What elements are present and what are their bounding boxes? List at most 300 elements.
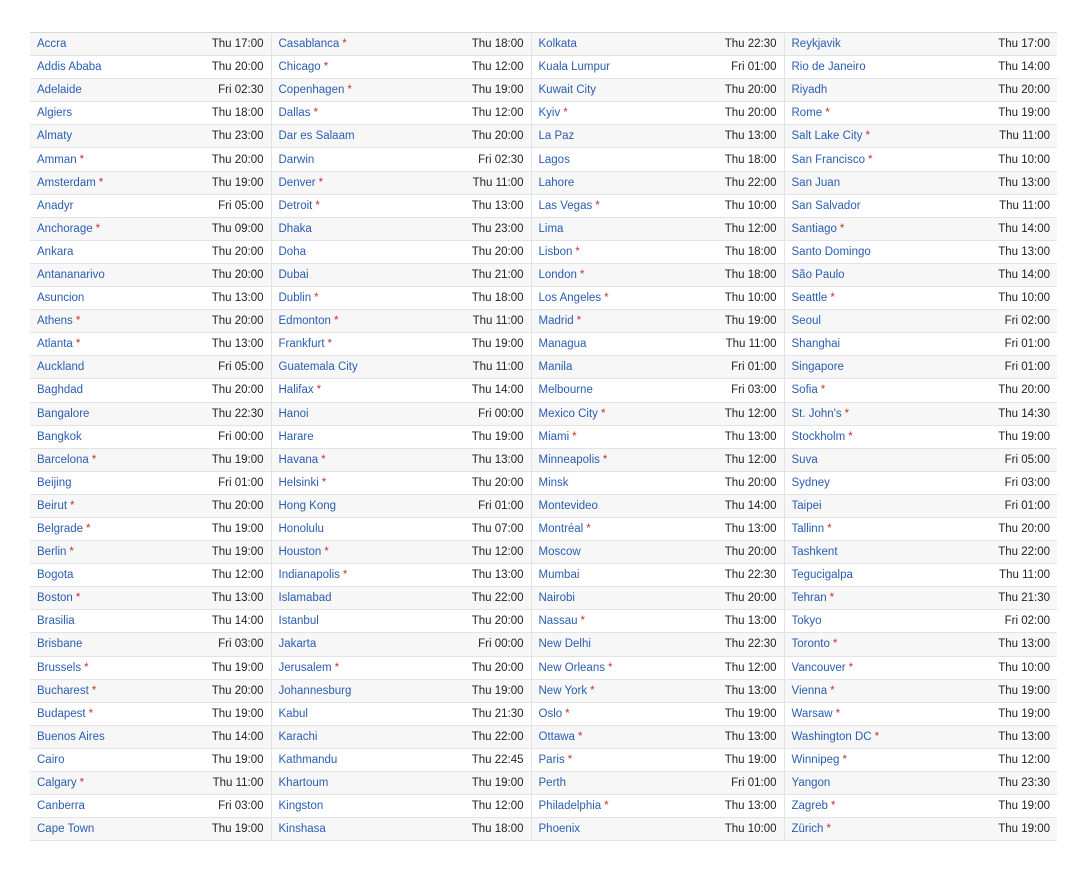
local-time: Fri 03:00	[218, 638, 264, 651]
local-time: Fri 01:00	[731, 361, 777, 374]
time-cell	[449, 748, 531, 771]
city-link[interactable]: Philadelphia	[538, 800, 602, 813]
city-link[interactable]: Rio de Janeiro	[791, 61, 866, 74]
dst-indicator: *	[316, 384, 322, 397]
city-link[interactable]: Managua	[538, 338, 587, 351]
city-link[interactable]: Dublin	[278, 292, 312, 305]
city-cell	[784, 148, 964, 171]
city-link[interactable]: Ankara	[37, 245, 74, 258]
city-link[interactable]: Santiago	[791, 222, 837, 235]
time-cell	[195, 679, 271, 702]
local-time: Fri 01:00	[478, 499, 524, 512]
city-cell	[30, 79, 195, 102]
city-link[interactable]: Tegucigalpa	[791, 569, 853, 582]
local-time: Thu 23:00	[471, 222, 524, 235]
time-cell	[706, 402, 784, 425]
local-time: Fri 03:00	[1004, 476, 1050, 489]
local-time: Fri 03:00	[218, 800, 264, 813]
city-link[interactable]: Hanoi	[278, 407, 309, 420]
city-link[interactable]: Kuwait City	[538, 84, 597, 97]
city-cell	[531, 310, 706, 333]
time-cell	[195, 356, 271, 379]
city-link[interactable]: Hong Kong	[278, 499, 337, 512]
city-link[interactable]: Suva	[791, 453, 818, 466]
local-time: Thu 13:00	[471, 569, 524, 582]
dst-indicator: *	[86, 523, 91, 536]
city-link[interactable]: Moscow	[538, 546, 581, 559]
city-link[interactable]: Honolulu	[278, 523, 324, 536]
city-cell	[30, 333, 195, 356]
city-link[interactable]: Khartoum	[278, 777, 329, 790]
time-cell	[449, 217, 531, 240]
city-link[interactable]: Jakarta	[278, 638, 317, 651]
local-time: Fri 05:00	[218, 361, 264, 374]
time-cell	[449, 564, 531, 587]
city-link[interactable]: Brasilia	[37, 615, 75, 628]
city-link[interactable]: Johannesburg	[278, 684, 352, 697]
city-link[interactable]: Indianapolis	[278, 569, 340, 582]
city-link[interactable]: Lagos	[538, 153, 570, 166]
local-time: Thu 22:45	[471, 753, 524, 766]
city-link[interactable]: Brussels	[37, 661, 82, 674]
time-cell	[449, 587, 531, 610]
local-time: Thu 19:00	[724, 753, 777, 766]
city-link[interactable]: Edmonton	[278, 315, 331, 328]
city-link[interactable]: Kolkata	[538, 38, 577, 51]
city-link[interactable]: Seattle	[791, 292, 828, 305]
local-time: Thu 13:00	[724, 615, 777, 628]
time-cell	[964, 240, 1057, 263]
dst-indicator: *	[865, 130, 870, 143]
city-link[interactable]: Salt Lake City	[791, 130, 863, 143]
time-cell	[449, 263, 531, 286]
city-link[interactable]: Montréal	[538, 523, 584, 536]
city-link[interactable]: Athens	[37, 315, 73, 328]
city-link[interactable]: Amman	[37, 153, 77, 166]
time-cell	[449, 379, 531, 402]
local-time: Thu 12:00	[724, 453, 777, 466]
city-link[interactable]: Accra	[37, 38, 67, 51]
city-link[interactable]: Kyiv	[538, 107, 561, 120]
time-cell	[706, 772, 784, 795]
city-link[interactable]: Jerusalem	[278, 661, 332, 674]
city-link[interactable]: Baghdad	[37, 384, 84, 397]
city-link[interactable]: Almaty	[37, 130, 73, 143]
time-cell	[195, 379, 271, 402]
city-link[interactable]: Canberra	[37, 800, 85, 813]
local-time: Thu 19:00	[211, 707, 264, 720]
city-link[interactable]: New York	[538, 684, 588, 697]
time-cell	[706, 379, 784, 402]
local-time: Thu 13:00	[724, 730, 777, 743]
time-cell	[195, 725, 271, 748]
local-time: Thu 19:00	[998, 800, 1050, 813]
city-cell	[271, 310, 449, 333]
local-time: Thu 13:00	[211, 338, 264, 351]
dst-indicator: *	[604, 800, 609, 813]
city-cell	[271, 541, 449, 564]
time-cell	[195, 656, 271, 679]
city-link[interactable]: Yangon	[791, 777, 831, 790]
time-cell	[449, 148, 531, 171]
local-time: Thu 22:00	[471, 730, 524, 743]
time-cell	[449, 79, 531, 102]
local-time: Thu 13:00	[211, 592, 264, 605]
city-link[interactable]: Amsterdam	[37, 176, 96, 189]
city-link[interactable]: Santo Domingo	[791, 245, 871, 258]
city-cell	[271, 102, 449, 125]
local-time: Thu 13:00	[724, 130, 777, 143]
city-link[interactable]: Beirut	[37, 499, 68, 512]
city-link[interactable]: Lahore	[538, 176, 575, 189]
local-time: Thu 10:00	[998, 292, 1050, 305]
city-link[interactable]: Tashkent	[791, 546, 838, 559]
city-link[interactable]: Kuala Lumpur	[538, 61, 611, 74]
city-cell	[30, 402, 195, 425]
city-link[interactable]: Frankfurt	[278, 338, 325, 351]
dst-indicator: *	[835, 707, 841, 720]
city-cell	[531, 587, 706, 610]
city-link[interactable]: Zagreb	[791, 800, 828, 813]
city-link[interactable]: Bangalore	[37, 407, 90, 420]
city-cell	[271, 148, 449, 171]
city-link[interactable]: Warsaw	[791, 707, 833, 720]
time-cell	[195, 148, 271, 171]
time-cell	[449, 494, 531, 517]
city-cell	[30, 194, 195, 217]
city-link[interactable]: Vancouver	[791, 661, 846, 674]
city-link[interactable]: Ottawa	[538, 730, 575, 743]
city-link[interactable]: Anadyr	[37, 199, 74, 212]
local-time: Thu 22:30	[724, 638, 777, 651]
city-cell	[271, 679, 449, 702]
time-cell	[449, 702, 531, 725]
city-link[interactable]: Taipei	[791, 499, 822, 512]
city-link[interactable]: Dhaka	[278, 222, 312, 235]
city-link[interactable]: Dallas	[278, 107, 311, 120]
local-time: Thu 11:00	[999, 569, 1050, 582]
table-row	[30, 633, 1057, 656]
local-time: Thu 19:00	[211, 176, 264, 189]
city-link[interactable]: Helsinki	[278, 476, 319, 489]
city-link[interactable]: Riyadh	[791, 84, 828, 97]
time-cell	[449, 633, 531, 656]
city-link[interactable]: Dubai	[278, 268, 309, 281]
city-link[interactable]: Havana	[278, 453, 319, 466]
city-link[interactable]: Shanghai	[791, 338, 841, 351]
time-cell	[706, 494, 784, 517]
city-link[interactable]: Houston	[278, 546, 322, 559]
local-time: Thu 11:00	[725, 338, 777, 351]
time-cell	[964, 310, 1057, 333]
city-link[interactable]: Lima	[538, 222, 564, 235]
city-cell	[531, 217, 706, 240]
local-time: Thu 18:00	[724, 245, 777, 258]
city-link[interactable]: St. John's	[791, 407, 842, 420]
city-link[interactable]: Stockholm	[791, 430, 846, 443]
city-link[interactable]: Bangkok	[37, 430, 82, 443]
time-cell	[706, 748, 784, 771]
city-cell	[531, 610, 706, 633]
local-time: Thu 20:00	[211, 268, 264, 281]
city-link[interactable]: Calgary	[37, 777, 77, 790]
city-link[interactable]: Casablanca	[278, 38, 340, 51]
time-cell	[964, 287, 1057, 310]
time-cell	[195, 263, 271, 286]
city-cell	[531, 402, 706, 425]
city-link[interactable]: Beijing	[37, 476, 72, 489]
city-link[interactable]: Seoul	[791, 315, 821, 328]
city-link[interactable]: Doha	[278, 245, 306, 258]
city-link[interactable]: Kinshasa	[278, 823, 326, 836]
local-time: Thu 19:00	[724, 707, 777, 720]
city-cell	[784, 471, 964, 494]
city-link[interactable]: San Salvador	[791, 199, 861, 212]
city-cell	[30, 541, 195, 564]
local-time: Thu 14:00	[211, 730, 264, 743]
city-link[interactable]: Guatemala City	[278, 361, 358, 374]
time-cell	[195, 171, 271, 194]
city-link[interactable]: Vienna	[791, 684, 828, 697]
city-cell	[30, 33, 195, 56]
city-link[interactable]: Cape Town	[37, 823, 95, 836]
city-link[interactable]: Budapest	[37, 707, 86, 720]
local-time: Thu 14:00	[998, 222, 1050, 235]
local-time: Thu 12:00	[471, 107, 524, 120]
city-link[interactable]: Tokyo	[791, 615, 822, 628]
city-link[interactable]: Nairobi	[538, 592, 575, 605]
city-link[interactable]: Rome	[791, 107, 823, 120]
city-cell	[531, 287, 706, 310]
city-link[interactable]: Islamabad	[278, 592, 332, 605]
local-time: Thu 13:00	[211, 292, 264, 305]
city-link[interactable]: San Juan	[791, 176, 841, 189]
time-cell	[964, 356, 1057, 379]
dst-indicator: *	[595, 199, 600, 212]
city-link[interactable]: La Paz	[538, 130, 575, 143]
city-link[interactable]: Nassau	[538, 615, 578, 628]
city-link[interactable]: Sydney	[791, 476, 830, 489]
city-link[interactable]: Harare	[278, 430, 314, 443]
time-cell	[449, 610, 531, 633]
city-link[interactable]: Reykjavik	[791, 38, 841, 51]
city-link[interactable]: Berlin	[37, 546, 67, 559]
city-link[interactable]: Dar es Salaam	[278, 130, 355, 143]
time-cell	[706, 102, 784, 125]
city-cell	[784, 194, 964, 217]
dst-indicator: *	[327, 338, 332, 351]
city-link[interactable]: Mumbai	[538, 569, 580, 582]
city-link[interactable]: Zürich	[791, 823, 824, 836]
city-cell	[784, 402, 964, 425]
city-cell	[531, 517, 706, 540]
dst-indicator: *	[575, 245, 580, 258]
table-row	[30, 818, 1057, 841]
city-link[interactable]: Perth	[538, 777, 566, 790]
local-time: Fri 00:00	[218, 430, 264, 443]
time-cell	[964, 402, 1057, 425]
city-cell	[30, 725, 195, 748]
city-link[interactable]: Oslo	[538, 707, 563, 720]
time-cell	[449, 287, 531, 310]
local-time: Thu 12:00	[724, 407, 777, 420]
dst-indicator: *	[832, 638, 838, 651]
city-cell	[30, 564, 195, 587]
city-cell	[30, 287, 195, 310]
city-link[interactable]: Manila	[538, 361, 573, 374]
city-link[interactable]: Montevideo	[538, 499, 598, 512]
city-cell	[784, 287, 964, 310]
city-cell	[271, 725, 449, 748]
city-link[interactable]: Miami	[538, 430, 570, 443]
city-cell	[784, 125, 964, 148]
time-cell	[195, 333, 271, 356]
table-row	[30, 356, 1057, 379]
city-link[interactable]: Antananarivo	[37, 268, 105, 281]
city-link[interactable]: Brisbane	[37, 638, 83, 651]
table-row	[30, 194, 1057, 217]
city-link[interactable]: Minsk	[538, 476, 569, 489]
city-link[interactable]: Toronto	[791, 638, 830, 651]
local-time: Thu 19:00	[471, 84, 524, 97]
table-row	[30, 541, 1057, 564]
city-link[interactable]: Kathmandu	[278, 753, 338, 766]
city-link[interactable]: Bucharest	[37, 684, 89, 697]
table-row	[30, 494, 1057, 517]
city-link[interactable]: San Francisco	[791, 153, 866, 166]
city-link[interactable]: Anchorage	[37, 222, 93, 235]
city-link[interactable]: Algiers	[37, 107, 73, 120]
city-link[interactable]: Phoenix	[538, 823, 581, 836]
local-time: Thu 19:00	[471, 338, 524, 351]
dst-indicator: *	[829, 592, 835, 605]
time-cell	[449, 171, 531, 194]
city-link[interactable]: Madrid	[538, 315, 574, 328]
table-row	[30, 56, 1057, 79]
time-cell	[706, 656, 784, 679]
time-cell	[706, 171, 784, 194]
local-time: Thu 13:00	[724, 800, 777, 813]
city-cell	[30, 148, 195, 171]
city-link[interactable]: Bogota	[37, 569, 74, 582]
local-time: Thu 19:00	[471, 430, 524, 443]
local-time: Thu 19:00	[998, 823, 1050, 836]
city-link[interactable]: Asuncion	[37, 292, 85, 305]
city-link[interactable]: Sofia	[791, 384, 818, 397]
city-link[interactable]: Copenhagen	[278, 84, 345, 97]
time-cell	[706, 517, 784, 540]
city-cell	[30, 656, 195, 679]
city-link[interactable]: Barcelona	[37, 453, 89, 466]
local-time: Fri 02:00	[1004, 315, 1050, 328]
time-cell	[706, 310, 784, 333]
time-cell	[195, 56, 271, 79]
dst-indicator: *	[830, 684, 835, 697]
city-link[interactable]: Halifax	[278, 384, 314, 397]
city-link[interactable]: Kingston	[278, 800, 324, 813]
local-time: Thu 20:00	[211, 153, 264, 166]
city-link[interactable]: Lisbon	[538, 245, 573, 258]
time-cell	[706, 610, 784, 633]
dst-indicator: *	[342, 569, 348, 582]
city-link[interactable]: Melbourne	[538, 384, 593, 397]
city-link[interactable]: London	[538, 268, 577, 281]
city-link[interactable]: Winnipeg	[791, 753, 840, 766]
local-time: Thu 22:30	[724, 569, 777, 582]
city-cell	[531, 102, 706, 125]
city-link[interactable]: New Delhi	[538, 638, 591, 651]
city-link[interactable]: Addis Ababa	[37, 61, 102, 74]
time-cell	[449, 772, 531, 795]
city-link[interactable]: São Paulo	[791, 268, 845, 281]
table-row	[30, 702, 1057, 725]
city-link[interactable]: Adelaide	[37, 84, 82, 97]
time-cell	[706, 125, 784, 148]
dst-indicator: *	[69, 546, 74, 559]
table-row	[30, 517, 1057, 540]
dst-indicator: *	[75, 338, 81, 351]
city-link[interactable]: Las Vegas	[538, 199, 593, 212]
city-link[interactable]: Buenos Aires	[37, 730, 105, 743]
local-time: Thu 18:00	[724, 268, 777, 281]
city-link[interactable]: Cairo	[37, 753, 65, 766]
city-link[interactable]: Darwin	[278, 153, 315, 166]
time-cell	[706, 194, 784, 217]
time-cell	[706, 471, 784, 494]
local-time: Thu 20:00	[211, 684, 264, 697]
city-cell	[784, 448, 964, 471]
city-cell	[784, 587, 964, 610]
time-cell	[195, 471, 271, 494]
city-link[interactable]: Mexico City	[538, 407, 598, 420]
city-link[interactable]: Tallinn	[791, 523, 825, 536]
city-link[interactable]: Detroit	[278, 199, 313, 212]
city-link[interactable]: Boston	[37, 592, 73, 605]
dst-indicator: *	[590, 684, 595, 697]
city-link[interactable]: Singapore	[791, 361, 844, 374]
city-link[interactable]: Washington DC	[791, 730, 872, 743]
city-cell	[271, 702, 449, 725]
dst-indicator: *	[70, 499, 75, 512]
local-time: Thu 20:00	[724, 476, 777, 489]
local-time: Thu 07:00	[471, 523, 524, 536]
city-cell	[784, 240, 964, 263]
city-link[interactable]: Chicago	[278, 61, 321, 74]
city-link[interactable]: Istanbul	[278, 615, 319, 628]
time-cell	[964, 633, 1057, 656]
city-link[interactable]: Kabul	[278, 707, 308, 720]
city-link[interactable]: Belgrade	[37, 523, 84, 536]
city-link[interactable]: New Orleans	[538, 661, 605, 674]
city-link[interactable]: Tehran	[791, 592, 827, 605]
city-link[interactable]: Paris	[538, 753, 565, 766]
city-link[interactable]: Karachi	[278, 730, 318, 743]
time-cell	[195, 425, 271, 448]
city-cell	[784, 564, 964, 587]
city-link[interactable]: Minneapolis	[538, 453, 600, 466]
city-link[interactable]: Los Angeles	[538, 292, 602, 305]
city-link[interactable]: Denver	[278, 176, 316, 189]
time-cell	[449, 425, 531, 448]
city-link[interactable]: Auckland	[37, 361, 85, 374]
local-time: Thu 13:00	[998, 730, 1050, 743]
table-row	[30, 240, 1057, 263]
time-cell	[449, 310, 531, 333]
time-cell	[964, 564, 1057, 587]
local-time: Thu 22:30	[724, 38, 777, 51]
local-time: Thu 22:00	[471, 592, 524, 605]
city-link[interactable]: Atlanta	[37, 338, 73, 351]
